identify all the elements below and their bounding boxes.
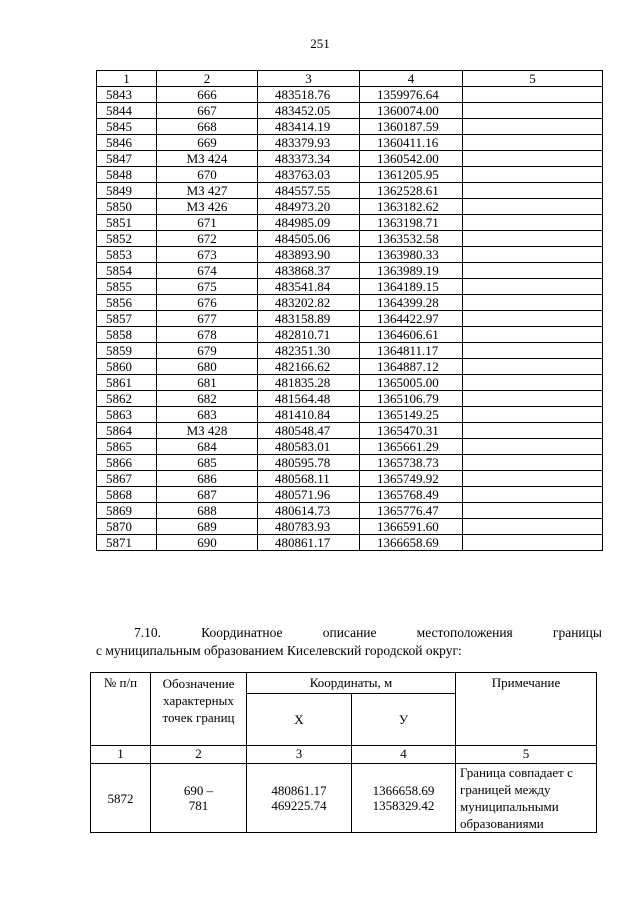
table-row (97, 263, 603, 279)
table-cell: 683 (157, 407, 258, 423)
table-cell: 1359976.64 (360, 87, 463, 103)
table-cell: 5851 (97, 215, 157, 231)
row-note: Граница совпадает с границей между муниципальными образованиями (456, 764, 597, 833)
table-row (97, 343, 603, 359)
table-row (97, 167, 603, 183)
table-cell (463, 119, 603, 135)
row-designation (151, 764, 247, 833)
table-cell: 1363980.33 (360, 247, 463, 263)
table-row (97, 503, 603, 519)
table-cell: 480614.73 (258, 503, 360, 519)
table-cell: 5860 (97, 359, 157, 375)
header-cell: 4 (360, 71, 463, 87)
table-cell: 685 (157, 455, 258, 471)
index-cell: 1 (91, 746, 151, 764)
table-cell: 690 (157, 535, 258, 551)
table-cell: 480583.01 (258, 439, 360, 455)
table-cell: 483541.84 (258, 279, 360, 295)
table-row (97, 423, 603, 439)
x-value: 480861.17 (271, 783, 327, 798)
table-cell: 482810.71 (258, 327, 360, 343)
table-cell: 1363989.19 (360, 263, 463, 279)
table-cell: 5843 (97, 87, 157, 103)
section-word: описание (322, 625, 377, 640)
table-cell: 480595.78 (258, 455, 360, 471)
section-line-2: с муниципальным образованием Киселевский городской округ: (96, 643, 462, 658)
table-cell: 1365149.25 (360, 407, 463, 423)
section-heading-line (96, 624, 602, 642)
section-paragraph (96, 624, 602, 660)
table-row (97, 535, 603, 551)
table-cell: 1363532.58 (360, 231, 463, 247)
table-cell: 5859 (97, 343, 157, 359)
table-cell: 5844 (97, 103, 157, 119)
coordinates-table (96, 70, 603, 551)
table-cell (463, 535, 603, 551)
table-cell: 5854 (97, 263, 157, 279)
table-cell: 671 (157, 215, 258, 231)
table-cell: 1360411.16 (360, 135, 463, 151)
table-row (97, 471, 603, 487)
header-cell: 5 (463, 71, 603, 87)
table-cell: 1361205.95 (360, 167, 463, 183)
table-cell (463, 375, 603, 391)
table-row (97, 519, 603, 535)
table-cell: 483763.03 (258, 167, 360, 183)
table-cell: 5855 (97, 279, 157, 295)
table-cell: 1365738.73 (360, 455, 463, 471)
table-cell: 484505.06 (258, 231, 360, 247)
table-cell: 1362528.61 (360, 183, 463, 199)
table-cell: 686 (157, 471, 258, 487)
table-cell: 483202.82 (258, 295, 360, 311)
table-cell: 483379.93 (258, 135, 360, 151)
table-cell (463, 87, 603, 103)
table-cell (463, 487, 603, 503)
table-cell (463, 359, 603, 375)
section-word: местоположения (416, 625, 513, 640)
header-cell: 3 (258, 71, 360, 87)
table-cell: 5858 (97, 327, 157, 343)
table-row (97, 407, 603, 423)
table-cell: 1365005.00 (360, 375, 463, 391)
row-x (247, 764, 352, 833)
table-cell: 483414.19 (258, 119, 360, 135)
table-cell: 5846 (97, 135, 157, 151)
table-cell: 483893.90 (258, 247, 360, 263)
table-cell (463, 183, 603, 199)
table-cell (463, 407, 603, 423)
table-cell (463, 503, 603, 519)
table-cell: 688 (157, 503, 258, 519)
table-cell: 5848 (97, 167, 157, 183)
table-cell: 5866 (97, 455, 157, 471)
table-cell (463, 471, 603, 487)
table-cell (463, 423, 603, 439)
y-value: 1366658.69 (372, 783, 435, 798)
table-cell: 5845 (97, 119, 157, 135)
table-cell: 1364606.61 (360, 327, 463, 343)
index-cell: 4 (352, 746, 456, 764)
table-cell (463, 311, 603, 327)
table-row (97, 391, 603, 407)
table-cell: 5852 (97, 231, 157, 247)
index-row (91, 746, 597, 764)
table-cell: 1365768.49 (360, 487, 463, 503)
table-cell: 1364189.15 (360, 279, 463, 295)
table-row (97, 327, 603, 343)
table-cell: 668 (157, 119, 258, 135)
page-number: 251 (310, 36, 330, 51)
table-cell: 482351.30 (258, 343, 360, 359)
table-cell: 672 (157, 231, 258, 247)
table-cell: 5863 (97, 407, 157, 423)
section-word: границы (552, 625, 602, 640)
table-cell: 1365106.79 (360, 391, 463, 407)
table-cell: 674 (157, 263, 258, 279)
table-row (97, 359, 603, 375)
table-cell: 684 (157, 439, 258, 455)
table-cell: 1363182.62 (360, 199, 463, 215)
table-cell (463, 199, 603, 215)
table-cell: 5868 (97, 487, 157, 503)
table-cell: 5849 (97, 183, 157, 199)
table-cell (463, 391, 603, 407)
x-value: 469225.74 (271, 798, 327, 813)
table-cell: 679 (157, 343, 258, 359)
table-cell: 1365470.31 (360, 423, 463, 439)
designation-start: 690 – (183, 783, 214, 798)
table-cell: 680 (157, 359, 258, 375)
table-cell: 5853 (97, 247, 157, 263)
table-cell: 675 (157, 279, 258, 295)
table-cell: 484973.20 (258, 199, 360, 215)
table-cell: МЗ 427 (157, 183, 258, 199)
table-cell: 670 (157, 167, 258, 183)
table-row (97, 231, 603, 247)
table-row (97, 279, 603, 295)
table-cell (463, 263, 603, 279)
col-coordinates-header: Координаты, м (247, 673, 456, 694)
table-cell: 5864 (97, 423, 157, 439)
table-cell: 483452.05 (258, 103, 360, 119)
table-cell (463, 167, 603, 183)
section-word: Координатное (201, 625, 283, 640)
table-cell (463, 455, 603, 471)
table-row (97, 87, 603, 103)
table-cell: 1360542.00 (360, 151, 463, 167)
table-cell: 481410.84 (258, 407, 360, 423)
table-cell: 1364422.97 (360, 311, 463, 327)
table-cell: 1364811.17 (360, 343, 463, 359)
table-cell: 669 (157, 135, 258, 151)
table-cell: 682 (157, 391, 258, 407)
table-cell: 678 (157, 327, 258, 343)
col-y-header: У (352, 694, 456, 746)
table-cell: 5857 (97, 311, 157, 327)
table-cell: 483868.37 (258, 263, 360, 279)
table-cell: 5861 (97, 375, 157, 391)
table-cell: 480568.11 (258, 471, 360, 487)
table-row (97, 215, 603, 231)
table-cell (463, 151, 603, 167)
table-cell: 1365776.47 (360, 503, 463, 519)
table-row (97, 487, 603, 503)
table-cell: 666 (157, 87, 258, 103)
y-value: 1358329.42 (372, 798, 435, 813)
table-cell: 5856 (97, 295, 157, 311)
table-row (97, 439, 603, 455)
table-cell: 480861.17 (258, 535, 360, 551)
table-cell: 676 (157, 295, 258, 311)
table-cell: 667 (157, 103, 258, 119)
table-cell: 484557.55 (258, 183, 360, 199)
row-number: 5872 (91, 764, 151, 833)
table-cell: 1360187.59 (360, 119, 463, 135)
table-cell: 1363198.71 (360, 215, 463, 231)
table-cell (463, 231, 603, 247)
table-cell: 1360074.00 (360, 103, 463, 119)
table-cell: МЗ 428 (157, 423, 258, 439)
table-header-row (97, 71, 603, 87)
index-cell: 2 (151, 746, 247, 764)
index-cell: 5 (456, 746, 597, 764)
table-cell: МЗ 426 (157, 199, 258, 215)
table-row (97, 199, 603, 215)
table-cell (463, 215, 603, 231)
table-cell: 5870 (97, 519, 157, 535)
header-cell: 2 (157, 71, 258, 87)
header-cell: 1 (97, 71, 157, 87)
table-cell: 5867 (97, 471, 157, 487)
table-cell: 673 (157, 247, 258, 263)
table-cell (463, 295, 603, 311)
table-cell (463, 327, 603, 343)
table-row (97, 247, 603, 263)
table-cell: 1366591.60 (360, 519, 463, 535)
col-note-header: Примечание (456, 673, 597, 746)
table-row (97, 135, 603, 151)
table-cell: 681 (157, 375, 258, 391)
table-cell: 483518.76 (258, 87, 360, 103)
section-number: 7.10. (134, 625, 161, 640)
table-row (97, 295, 603, 311)
index-cell: 3 (247, 746, 352, 764)
designation-end: 781 (188, 798, 209, 813)
table-cell: 5847 (97, 151, 157, 167)
table-cell: 5871 (97, 535, 157, 551)
table-cell: 1364887.12 (360, 359, 463, 375)
table-cell: 5865 (97, 439, 157, 455)
table-cell: 689 (157, 519, 258, 535)
table-cell: 5850 (97, 199, 157, 215)
table-cell: 481564.48 (258, 391, 360, 407)
table-cell: 484985.09 (258, 215, 360, 231)
table-cell (463, 135, 603, 151)
table-cell: 5862 (97, 391, 157, 407)
table-row (97, 375, 603, 391)
table-cell: 677 (157, 311, 258, 327)
table-cell: 483373.34 (258, 151, 360, 167)
table-cell (463, 519, 603, 535)
table-cell (463, 279, 603, 295)
table-cell: 480571.96 (258, 487, 360, 503)
table-row (97, 311, 603, 327)
table-cell: МЗ 424 (157, 151, 258, 167)
table-cell: 687 (157, 487, 258, 503)
table-cell (463, 103, 603, 119)
table-cell: 1365661.29 (360, 439, 463, 455)
col-x-header: X (247, 694, 352, 746)
table-row (97, 183, 603, 199)
table-cell (463, 439, 603, 455)
boundary-table (90, 672, 597, 833)
col-designation-header: Обозначение характерных точек границ (151, 673, 247, 746)
table-row (97, 119, 603, 135)
table-cell (463, 343, 603, 359)
table-row (97, 103, 603, 119)
table-row (97, 455, 603, 471)
table-cell: 480783.93 (258, 519, 360, 535)
table-cell: 1365749.92 (360, 471, 463, 487)
col-number-header: № п/п (91, 673, 151, 746)
table-cell: 483158.89 (258, 311, 360, 327)
table-cell: 1364399.28 (360, 295, 463, 311)
table-row (97, 151, 603, 167)
table-cell (463, 247, 603, 263)
table-cell: 480548.47 (258, 423, 360, 439)
table-cell: 1366658.69 (360, 535, 463, 551)
table-cell: 481835.28 (258, 375, 360, 391)
row-y (352, 764, 456, 833)
table-cell: 5869 (97, 503, 157, 519)
table-cell: 482166.62 (258, 359, 360, 375)
table-row (91, 764, 597, 833)
